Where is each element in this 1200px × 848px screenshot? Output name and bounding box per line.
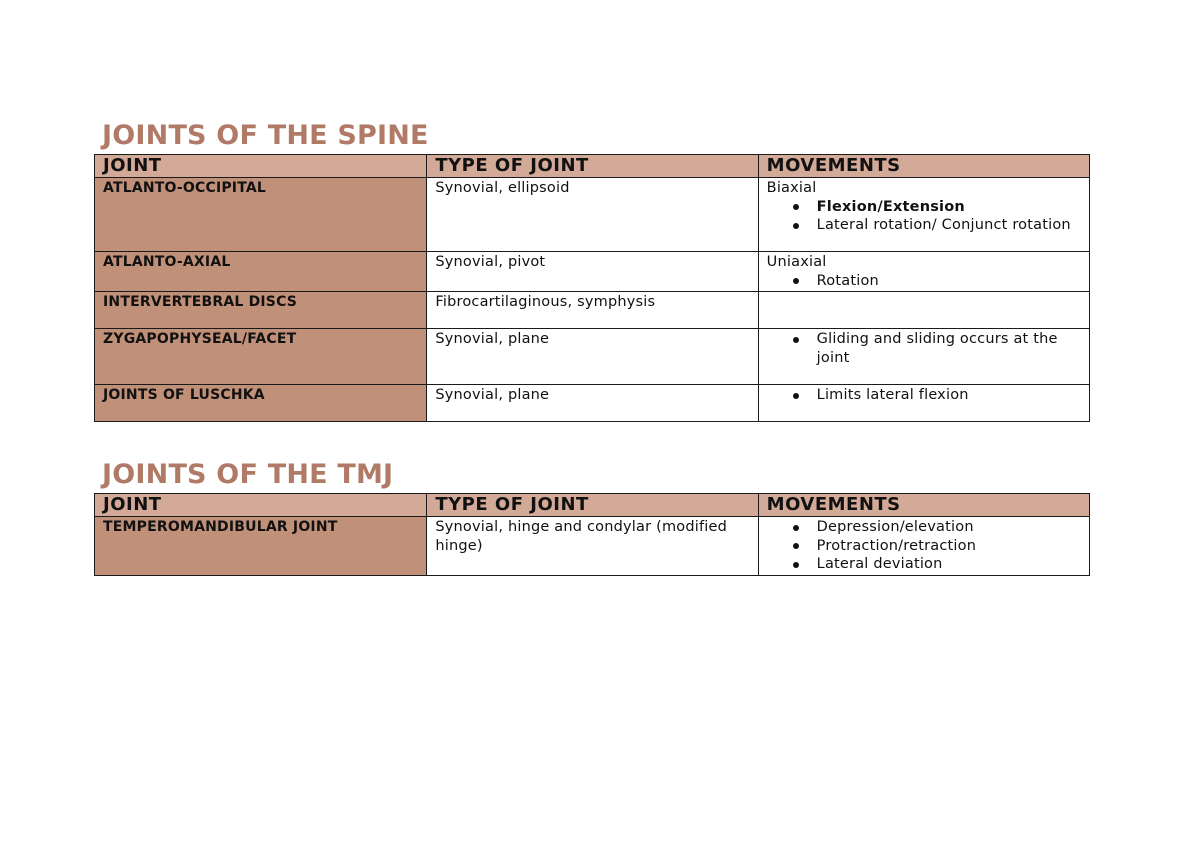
type-cell: Synovial, plane bbox=[427, 329, 758, 385]
movement-item: Flexion/Extension bbox=[817, 198, 1081, 217]
header-movements: MOVEMENTS bbox=[758, 494, 1089, 517]
movement-list bbox=[767, 518, 1081, 574]
table-row bbox=[95, 178, 1090, 252]
movements-cell bbox=[758, 178, 1089, 252]
section-title: JOINTS OF THE TMJ bbox=[102, 459, 394, 490]
table-row bbox=[95, 517, 1090, 576]
movements-cell bbox=[758, 292, 1089, 329]
movement-item: Lateral rotation/ Conjunct rotation bbox=[817, 216, 1081, 235]
movements-cell bbox=[758, 385, 1089, 422]
movement-item: Depression/elevation bbox=[817, 518, 1081, 537]
movement-intro: Uniaxial bbox=[766, 254, 827, 270]
table-row bbox=[95, 329, 1090, 385]
section-title: JOINTS OF THE SPINE bbox=[102, 120, 429, 151]
header-row bbox=[95, 155, 1090, 178]
joint-cell: JOINTS OF LUSCHKA bbox=[95, 385, 427, 422]
movement-intro: Biaxial bbox=[766, 180, 817, 196]
header-movements: MOVEMENTS bbox=[758, 155, 1089, 178]
joint-cell: TEMPEROMANDIBULAR JOINT bbox=[95, 517, 427, 576]
type-cell: Synovial, plane bbox=[427, 385, 758, 422]
movements-cell bbox=[758, 329, 1089, 385]
movement-item: Lateral deviation bbox=[817, 555, 1081, 574]
type-cell: Fibrocartilaginous, symphysis bbox=[427, 292, 758, 329]
table-row bbox=[95, 252, 1090, 292]
movement-item: Rotation bbox=[817, 272, 1081, 291]
table-row bbox=[95, 292, 1090, 329]
movements-cell bbox=[758, 252, 1089, 292]
movement-list bbox=[767, 272, 1081, 291]
type-cell: Synovial, hinge and condylar (modified hinge) bbox=[427, 517, 758, 576]
tmj-table bbox=[94, 493, 1090, 576]
header-joint: JOINT bbox=[95, 494, 427, 517]
joint-cell: INTERVERTEBRAL DISCS bbox=[95, 292, 427, 329]
table-row bbox=[95, 385, 1090, 422]
header-type: TYPE OF JOINT bbox=[427, 494, 758, 517]
movement-list bbox=[767, 198, 1081, 235]
spine-table bbox=[94, 154, 1090, 422]
spine-section bbox=[94, 118, 1090, 422]
header-type: TYPE OF JOINT bbox=[427, 155, 758, 178]
header-row bbox=[95, 494, 1090, 517]
movements-cell bbox=[758, 517, 1089, 576]
tmj-section bbox=[94, 457, 1090, 576]
joint-cell: ATLANTO-OCCIPITAL bbox=[95, 178, 427, 252]
header-joint: JOINT bbox=[95, 155, 427, 178]
movement-item: Protraction/retraction bbox=[817, 537, 1081, 556]
type-cell: Synovial, pivot bbox=[427, 252, 758, 292]
joint-cell: ZYGAPOPHYSEAL/FACET bbox=[95, 329, 427, 385]
movement-list bbox=[767, 386, 1081, 405]
type-cell: Synovial, ellipsoid bbox=[427, 178, 758, 252]
movement-item: Gliding and sliding occurs at the joint bbox=[817, 330, 1081, 367]
movement-item: Limits lateral flexion bbox=[817, 386, 1081, 405]
joint-cell: ATLANTO-AXIAL bbox=[95, 252, 427, 292]
movement-list bbox=[767, 330, 1081, 367]
